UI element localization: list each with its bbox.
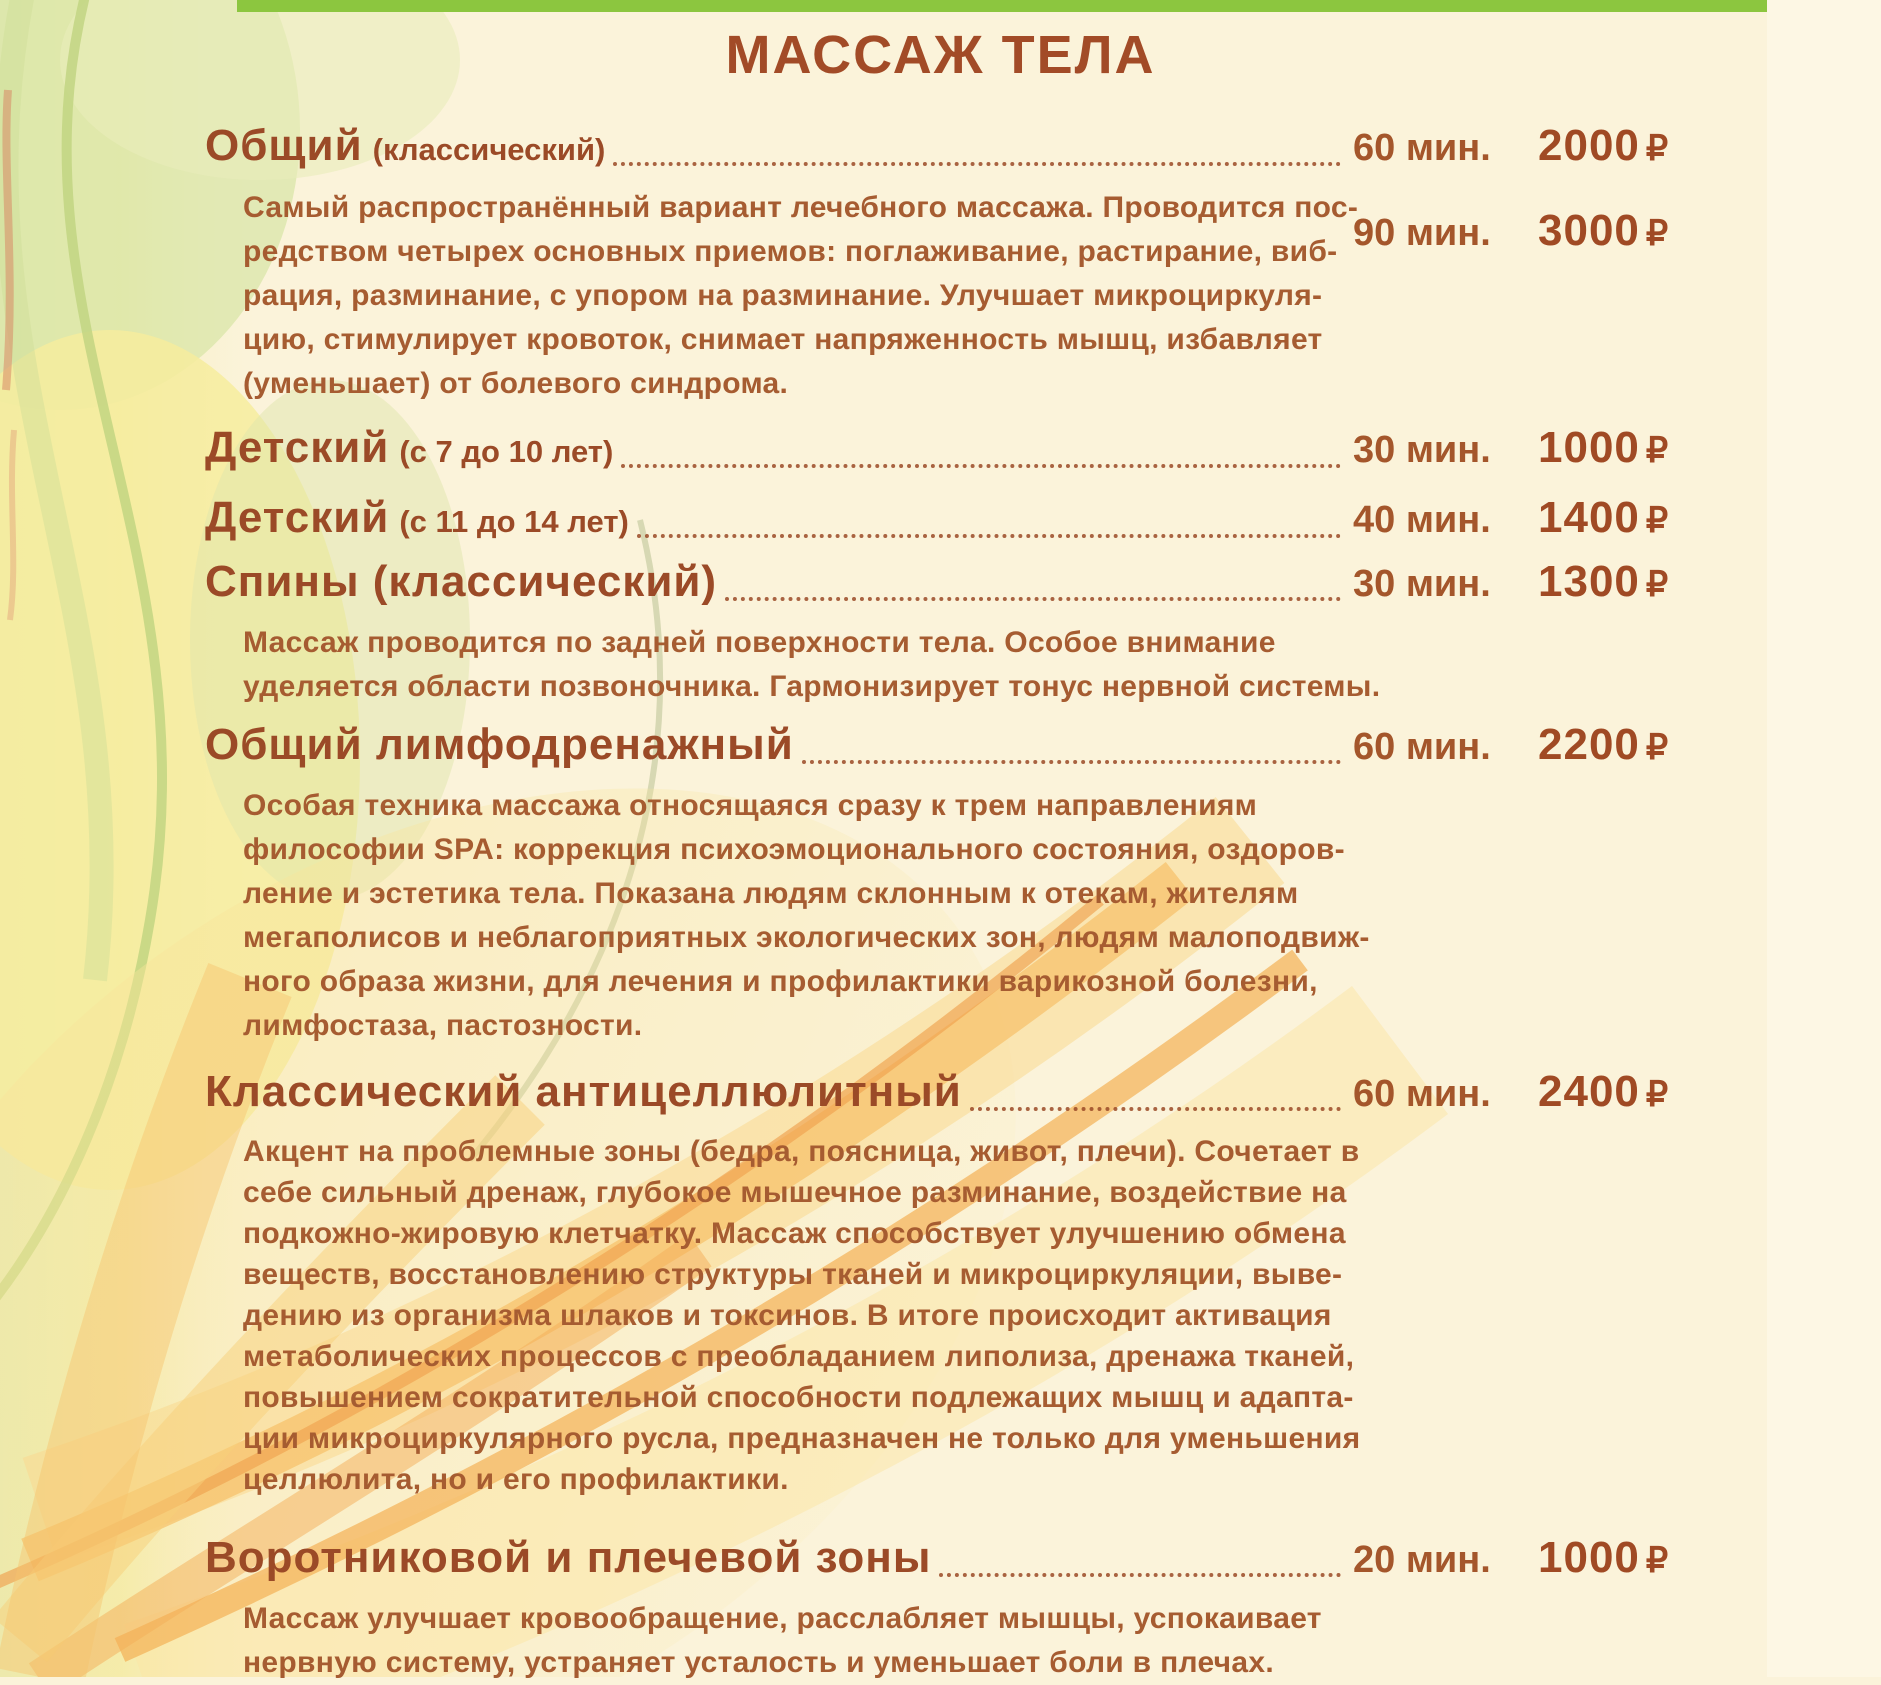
ruble-sign-icon: ₽ bbox=[1645, 565, 1669, 604]
description-line: рация, разминание, с упором на разминание. Улучшает микроциркуля- bbox=[243, 279, 1323, 312]
menu-item-row bbox=[205, 719, 1690, 774]
item-description bbox=[243, 1131, 1690, 1500]
menu-list bbox=[0, 120, 1881, 1685]
menu-item bbox=[205, 422, 1690, 478]
item-duration: 30 мин. bbox=[1353, 429, 1491, 471]
menu-item bbox=[205, 120, 1690, 406]
item-price-number: 2000 bbox=[1538, 121, 1640, 170]
item-price bbox=[1538, 719, 1690, 774]
description-line: веществ, восстановлению структуры тканей и микроциркуляции, выве- bbox=[243, 1258, 1343, 1291]
item-duration: 60 мин. bbox=[1353, 127, 1491, 169]
item-price-number: 2200 bbox=[1538, 720, 1640, 769]
ruble-sign-icon: ₽ bbox=[1645, 129, 1669, 168]
item-price bbox=[1538, 1066, 1690, 1121]
item-name: Классический антицеллюлитный bbox=[205, 1067, 962, 1116]
ruble-sign-icon: ₽ bbox=[1645, 1541, 1669, 1580]
ruble-sign-icon: ₽ bbox=[1645, 1075, 1669, 1114]
dotted-leader bbox=[637, 534, 1341, 538]
description-line: редством четырех основных приемов: поглаживание, растирание, виб- bbox=[243, 235, 1338, 268]
item-name: Детский bbox=[205, 423, 390, 472]
description-line: Массаж проводится по задней поверхности тела. Особое внимание bbox=[243, 626, 1276, 659]
ruble-sign-icon: ₽ bbox=[1645, 501, 1669, 540]
item-description bbox=[243, 1597, 1690, 1685]
dotted-leader bbox=[939, 1573, 1341, 1577]
description-line: метаболических процессов с преобладанием липолиза, дренажа тканей, bbox=[243, 1340, 1355, 1373]
description-line: (уменьшает) от болевого синдрома. bbox=[243, 367, 789, 400]
description-line: нервную систему, устраняет усталость и уменьшает боли в плечах. bbox=[243, 1646, 1275, 1679]
description-line: дению из организма шлаков и токсинов. В итоге происходит активация bbox=[243, 1299, 1332, 1332]
menu-item-row bbox=[205, 492, 1690, 548]
description-line: лимфостаза, пастозности. bbox=[243, 1009, 643, 1042]
item-duration: 40 мин. bbox=[1353, 499, 1491, 541]
description-line: ного образа жизни, для лечения и профилактики варикозной болезни, bbox=[243, 965, 1318, 998]
description-line: целлюлита, но и его профилактики. bbox=[243, 1463, 789, 1496]
menu-item bbox=[205, 719, 1690, 1048]
dotted-leader bbox=[802, 760, 1341, 764]
menu-item-row bbox=[205, 120, 1690, 176]
item-price-number: 3000 bbox=[1538, 206, 1640, 255]
item-description bbox=[243, 784, 1690, 1048]
menu-item bbox=[205, 556, 1690, 709]
menu-item bbox=[205, 492, 1690, 548]
menu-item bbox=[205, 1066, 1690, 1500]
description-line: Самый распространённый вариант лечебного массажа. Проводится пос- bbox=[243, 191, 1359, 224]
menu-item-row bbox=[205, 1532, 1690, 1587]
item-extra-options bbox=[1353, 206, 1690, 256]
item-duration: 60 мин. bbox=[1353, 726, 1491, 768]
item-duration: 30 мин. bbox=[1353, 563, 1491, 605]
item-price-number: 1400 bbox=[1538, 493, 1640, 542]
item-price bbox=[1538, 556, 1690, 611]
ruble-sign-icon: ₽ bbox=[1645, 214, 1669, 253]
item-price-number: 1000 bbox=[1538, 423, 1640, 472]
item-price bbox=[1538, 120, 1690, 175]
item-price bbox=[1538, 422, 1690, 477]
item-name: Общий bbox=[205, 121, 363, 170]
item-name: Детский bbox=[205, 493, 390, 542]
description-line: уделяется области позвоночника. Гармонизирует тонус нервной системы. bbox=[243, 670, 1381, 703]
dotted-leader bbox=[970, 1107, 1341, 1111]
description-line: Особая техника массажа относящаяся сразу к трем направлениям bbox=[243, 789, 1258, 822]
item-name-suffix: (классический) bbox=[372, 132, 606, 167]
description-line: себе сильный дренаж, глубокое мышечное разминание, воздействие на bbox=[243, 1176, 1347, 1209]
menu-item-row bbox=[205, 422, 1690, 478]
description-line: Акцент на проблемные зоны (бедра, поясница, живот, плечи). Сочетает в bbox=[243, 1135, 1360, 1168]
item-name-suffix: (с 11 до 14 лет) bbox=[399, 504, 629, 539]
item-price-number: 2400 bbox=[1538, 1067, 1640, 1116]
description-line: Массаж улучшает кровообращение, расслабляет мышцы, успокаивает bbox=[243, 1602, 1322, 1635]
dotted-leader bbox=[621, 464, 1341, 468]
item-name-suffix: (с 7 до 10 лет) bbox=[399, 434, 614, 469]
item-duration: 60 мин. bbox=[1353, 1073, 1491, 1115]
dotted-leader bbox=[613, 162, 1341, 166]
item-price bbox=[1538, 206, 1690, 256]
menu-item-row bbox=[205, 1066, 1690, 1121]
page-title: МАССАЖ ТЕЛА bbox=[725, 25, 1156, 85]
item-price bbox=[1538, 492, 1690, 547]
description-line: ции микроциркулярного русла, предназначен не только для уменьшения bbox=[243, 1422, 1361, 1455]
item-duration: 20 мин. bbox=[1353, 1539, 1491, 1581]
menu-item bbox=[205, 1532, 1690, 1685]
ruble-sign-icon: ₽ bbox=[1645, 728, 1669, 767]
item-price-number: 1000 bbox=[1538, 1533, 1640, 1582]
description-line: повышением сократительной способности подлежащих мышц и адапта- bbox=[243, 1381, 1354, 1414]
ruble-sign-icon: ₽ bbox=[1645, 431, 1669, 470]
description-line: мегаполисов и неблагоприятных экологических зон, людям малоподвиж- bbox=[243, 921, 1370, 954]
description-line: цию, стимулирует кровоток, снимает напряженность мышц, избавляет bbox=[243, 323, 1323, 356]
item-description bbox=[243, 621, 1690, 709]
item-name: Общий лимфодренажный bbox=[205, 720, 794, 769]
item-name: Воротниковой и плечевой зоны bbox=[205, 1533, 932, 1582]
item-price bbox=[1538, 1532, 1690, 1587]
menu-item-row bbox=[205, 556, 1690, 611]
dotted-leader bbox=[725, 597, 1341, 601]
item-duration: 90 мин. bbox=[1353, 212, 1491, 254]
description-line: подкожно-жировую клетчатку. Массаж способствует улучшению обмена bbox=[243, 1217, 1346, 1250]
item-name: Спины (классический) bbox=[205, 557, 718, 606]
description-line: ление и эстетика тела. Показана людям склонным к отекам, жителям bbox=[243, 877, 1299, 910]
description-line: философии SPA: коррекция психоэмоционального состояния, оздоров- bbox=[243, 833, 1345, 866]
item-price-number: 1300 bbox=[1538, 557, 1640, 606]
item-extra-option bbox=[1353, 206, 1690, 256]
